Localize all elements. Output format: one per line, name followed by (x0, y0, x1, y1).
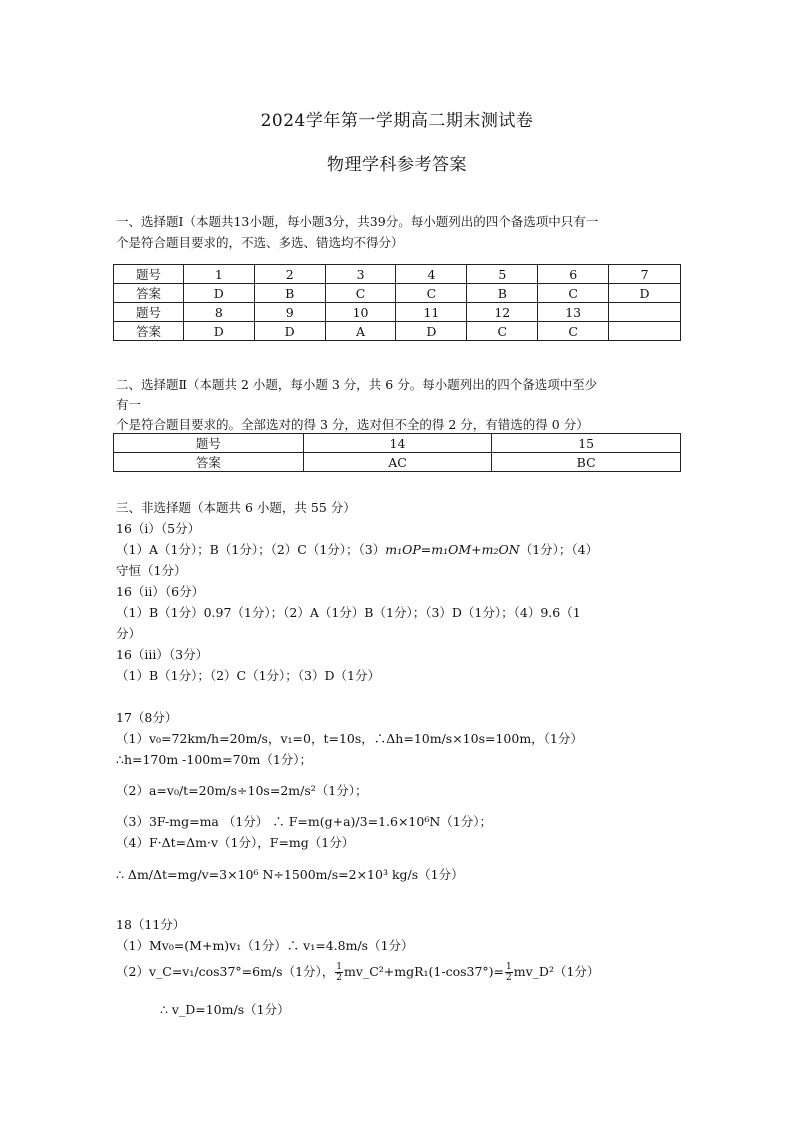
q16i-line1-b: （1分）；（4） (519, 542, 599, 557)
q17-line3: （2）a=v₀/t=20m/s÷10s=2m/s²（1分）； (116, 783, 368, 798)
q18-line2-b: mv_C²+mgR₁(1-cos37°)= (344, 964, 505, 979)
q17-line6: ∴ Δm/Δt=mg/v=3×10⁶ N÷1500m/s=2×10³ kg/s（1分） (116, 867, 464, 882)
table-cell: AC (303, 453, 492, 472)
table-cell: C (325, 284, 396, 303)
fraction-denominator: 2 (336, 973, 343, 983)
q16i-label: 16（i）（5分） (116, 521, 201, 536)
table-cell: 2 (254, 265, 325, 284)
table-cell: 9 (254, 303, 325, 322)
section1-heading-line1: 一、选择题Ⅰ（本题共13小题，每小题3分，共39分。每小题列出的四个备选项中只有一 (116, 214, 599, 229)
fraction-numerator: 1 (506, 962, 512, 972)
q18-line2 (116, 961, 599, 983)
table-row (114, 434, 681, 453)
table-cell: 14 (303, 434, 492, 453)
fraction-half (335, 962, 343, 983)
table-cell: BC (492, 453, 681, 472)
q17-label: 17（8分） (116, 710, 178, 725)
q18-label: 18（11分） (116, 917, 186, 932)
table-cell: D (254, 322, 325, 341)
table-cell: 6 (538, 265, 609, 284)
row-header-cell: 答案 (114, 453, 304, 472)
table-cell: D (609, 284, 681, 303)
table-cell: 12 (467, 303, 538, 322)
section2-heading-line3: 个是符合题目要求的。全部选对的得 3 分，选对但不全的得 2 分，有错选的得 0 分） (116, 417, 589, 432)
page-title: 2024学年第一学期高二期末测试卷 (260, 111, 534, 131)
q16iii-line1: （1）B（1分）；（2）C（1分）；（3）D（1分） (116, 668, 380, 683)
q18-line3: ∴ v_D=10m/s（1分） (160, 1002, 290, 1017)
table-cell: 1 (183, 265, 254, 284)
q17-line4: （3）3F-mg=ma （1分） ∴ F=m(g+a)/3=1.6×10⁶N（1分）； (116, 814, 492, 829)
q16ii-label: 16（ii）（6分） (116, 584, 205, 599)
table-cell: D (396, 322, 467, 341)
table-row (114, 265, 681, 284)
q17-line1: （1）v₀=72km/h=20m/s，v₁=0，t=10s，∴Δh=10m/s×10s=100m，（1分） (116, 731, 583, 746)
fraction-half (505, 962, 513, 983)
table-row (114, 453, 681, 472)
q16i-line1 (116, 539, 598, 560)
table-row (114, 303, 681, 322)
q16iii-label: 16（iii）（3分） (116, 647, 209, 662)
q16ii-line2: 分） (116, 626, 142, 641)
fraction-denominator: 2 (506, 973, 512, 983)
row-header-cell: 题号 (114, 265, 184, 284)
q17-line5: （4）F·Δt=Δm·v（1分），F=mg（1分） (116, 835, 355, 850)
table-row (114, 322, 681, 341)
table-cell: 10 (325, 303, 396, 322)
row-header-cell: 答案 (114, 322, 184, 341)
fraction-numerator: 1 (336, 962, 343, 972)
table-cell: D (183, 284, 254, 303)
table-cell (609, 303, 681, 322)
table-cell: D (183, 322, 254, 341)
table-cell: B (254, 284, 325, 303)
table-row (114, 284, 681, 303)
row-header-cell: 答案 (114, 284, 184, 303)
q16ii-line1: （1）B（1分）0.97（1分）；（2）A（1分）B（1分）；（3）D（1分）；（4）9.6（1 (116, 605, 581, 620)
q18-line1: （1）Mv₀=(M+m)v₁（1分）∴ v₁=4.8m/s（1分） (116, 938, 414, 953)
section1-answer-table (113, 264, 681, 341)
table-cell: 5 (467, 265, 538, 284)
section1-heading-line2: 个是符合题目要求的，不选、多选、错选均不得分） (116, 235, 404, 250)
table-cell: 11 (396, 303, 467, 322)
table-cell: C (538, 284, 609, 303)
row-header-cell: 题号 (114, 434, 304, 453)
section2-answer-table (113, 433, 681, 472)
table-cell: A (325, 322, 396, 341)
table-cell: B (467, 284, 538, 303)
section3-heading: 三、非选择题（本题共 6 小题，共 55 分） (116, 500, 356, 515)
table-cell: C (396, 284, 467, 303)
q16i-formula: m₁OP=m₁OM+m₂ON (385, 542, 520, 557)
table-cell: C (467, 322, 538, 341)
table-cell: 3 (325, 265, 396, 284)
q18-line2-c: mv_D²（1分） (513, 964, 600, 979)
q16i-line1-a: （1）A（1分）；B（1分）；（2）C（1分）；（3） (116, 542, 386, 557)
table-cell: 7 (609, 265, 681, 284)
q18-line2-a: （2）v_C=v₁/cos37°=6m/s（1分）， (116, 964, 335, 979)
table-cell (609, 322, 681, 341)
q16i-line2: 守恒（1分） (116, 563, 187, 578)
table-cell: 4 (396, 265, 467, 284)
table-cell: 8 (183, 303, 254, 322)
row-header-cell: 题号 (114, 303, 184, 322)
page-subtitle: 物理学科参考答案 (327, 155, 467, 175)
table-cell: C (538, 322, 609, 341)
table-cell: 13 (538, 303, 609, 322)
section2-heading-line2: 有一 (116, 397, 142, 412)
section2-heading-line1: 二、选择题Ⅱ（本题共 2 小题，每小题 3 分，共 6 分。每小题列出的四个备选项中至少 (116, 377, 598, 392)
q17-line2: ∴h=170m -100m=70m（1分）； (116, 752, 313, 767)
table-cell: 15 (492, 434, 681, 453)
